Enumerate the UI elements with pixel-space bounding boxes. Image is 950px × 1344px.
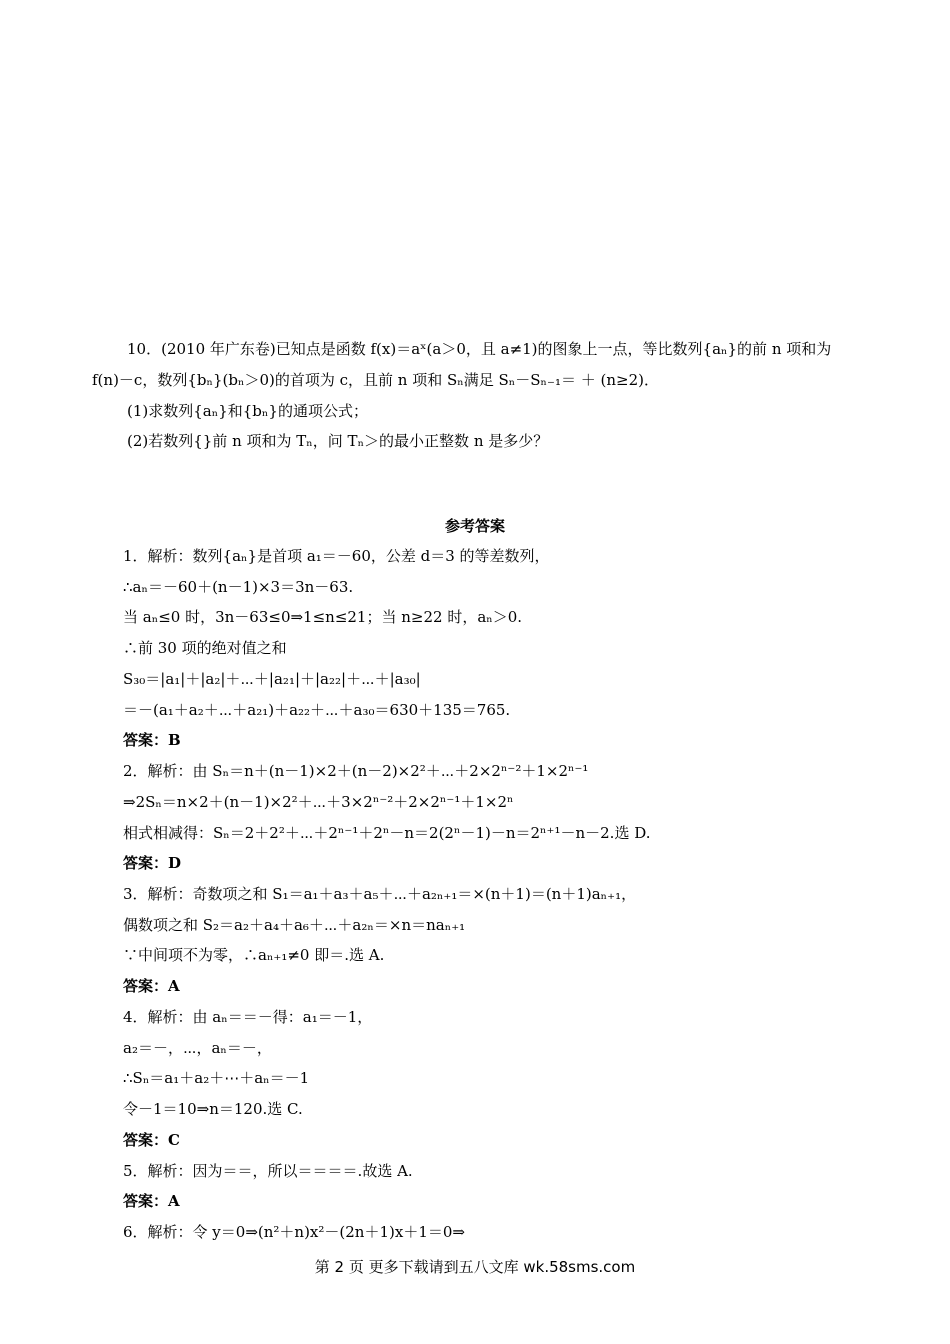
answer-line: ＝－(a₁＋a₂＋⋯＋a₂₁)＋a₂₂＋⋯＋a₃₀＝630＋135＝765. [123,701,511,719]
answer-line: 相式相减得：Sₙ＝2＋2²＋⋯＋2ⁿ⁻¹＋2ⁿ－n＝2(2ⁿ－1)－n＝2ⁿ⁺¹－n－2.选 D. [123,824,651,842]
answer-line: 令－1＝10⇒n＝120.选 C. [123,1100,303,1118]
answer-line: 偶数项之和 S₂＝a₂＋a₄＋a₆＋⋯＋a₂ₙ＝×n＝naₙ₊₁ [123,916,466,934]
answer-result: 答案：A [123,977,180,995]
answer-line: ∵中间项不为零，∴aₙ₊₁≠0 即＝.选 A. [123,946,385,964]
problem10-line1: 10．(2010 年广东卷)已知点是函数 f(x)＝aˣ(a＞0，且 a≠1)的图象上一点，等比数列{aₙ}的前 n 项和为 [127,340,832,358]
problem10-question1: (1)求数列{aₙ}和{bₙ}的通项公式； [127,402,368,420]
answer-line: a₂＝－，⋯，aₙ＝－， [123,1039,272,1057]
answer-line: 5．解析：因为＝＝，所以＝＝＝＝.故选 A. [123,1162,413,1180]
problem10-line2: f(n)－c，数列{bₙ}(bₙ＞0)的首项为 c，且前 n 项和 Sₙ满足 Sₙ－Sₙ₋₁＝ ＋ (n≥2)． [92,371,659,389]
answer-line: 4．解析：由 aₙ＝＝－得：a₁＝－1， [123,1008,373,1026]
problem10-question2: (2)若数列{}前 n 项和为 Tₙ，问 Tₙ＞的最小正整数 n 是多少？ [127,432,549,450]
answer-result: 答案：C [123,1131,180,1149]
answer-line: ⇒2Sₙ＝n×2＋(n－1)×2²＋⋯＋3×2ⁿ⁻²＋2×2ⁿ⁻¹＋1×2ⁿ [123,793,514,811]
answer-line: S₃₀＝|a₁|＋|a₂|＋⋯＋|a₂₁|＋|a₂₂|＋⋯＋|a₃₀| [123,670,421,688]
page-footer: 第 2 页 更多下载请到五八文库 wk.58sms.com [314,1258,636,1276]
answer-line: ∴前 30 项的绝对值之和 [123,639,287,657]
answer-line: 6．解析：令 y＝0⇒(n²＋n)x²－(2n＋1)x＋1＝0⇒ [123,1223,465,1241]
answer-line: 当 aₙ≤0 时，3n－63≤0⇒1≤n≤21；当 n≥22 时，aₙ＞0. [123,608,523,626]
answer-result: 答案：B [123,731,181,749]
answer-line: 2．解析：由 Sₙ＝n＋(n－1)×2＋(n－2)×2²＋⋯＋2×2ⁿ⁻²＋1×2ⁿ⁻¹ [123,762,589,780]
answer-line: 1．解析：数列{aₙ}是首项 a₁＝－60，公差 d＝3 的等差数列， [123,547,550,565]
answer-result: 答案：A [123,1192,180,1210]
answers-heading: 参考答案 [444,517,505,535]
answer-result: 答案：D [123,854,182,872]
answer-line: 3．解析：奇数项之和 S₁＝a₁＋a₃＋a₅＋⋯＋a₂ₙ₊₁＝×(n＋1)＝(n＋1)aₙ₊₁， [123,885,637,903]
answer-line: ∴Sₙ＝a₁＋a₂＋⋯＋aₙ＝－1 [123,1069,310,1087]
answer-line: ∴aₙ＝－60＋(n－1)×3＝3n－63. [123,578,354,596]
